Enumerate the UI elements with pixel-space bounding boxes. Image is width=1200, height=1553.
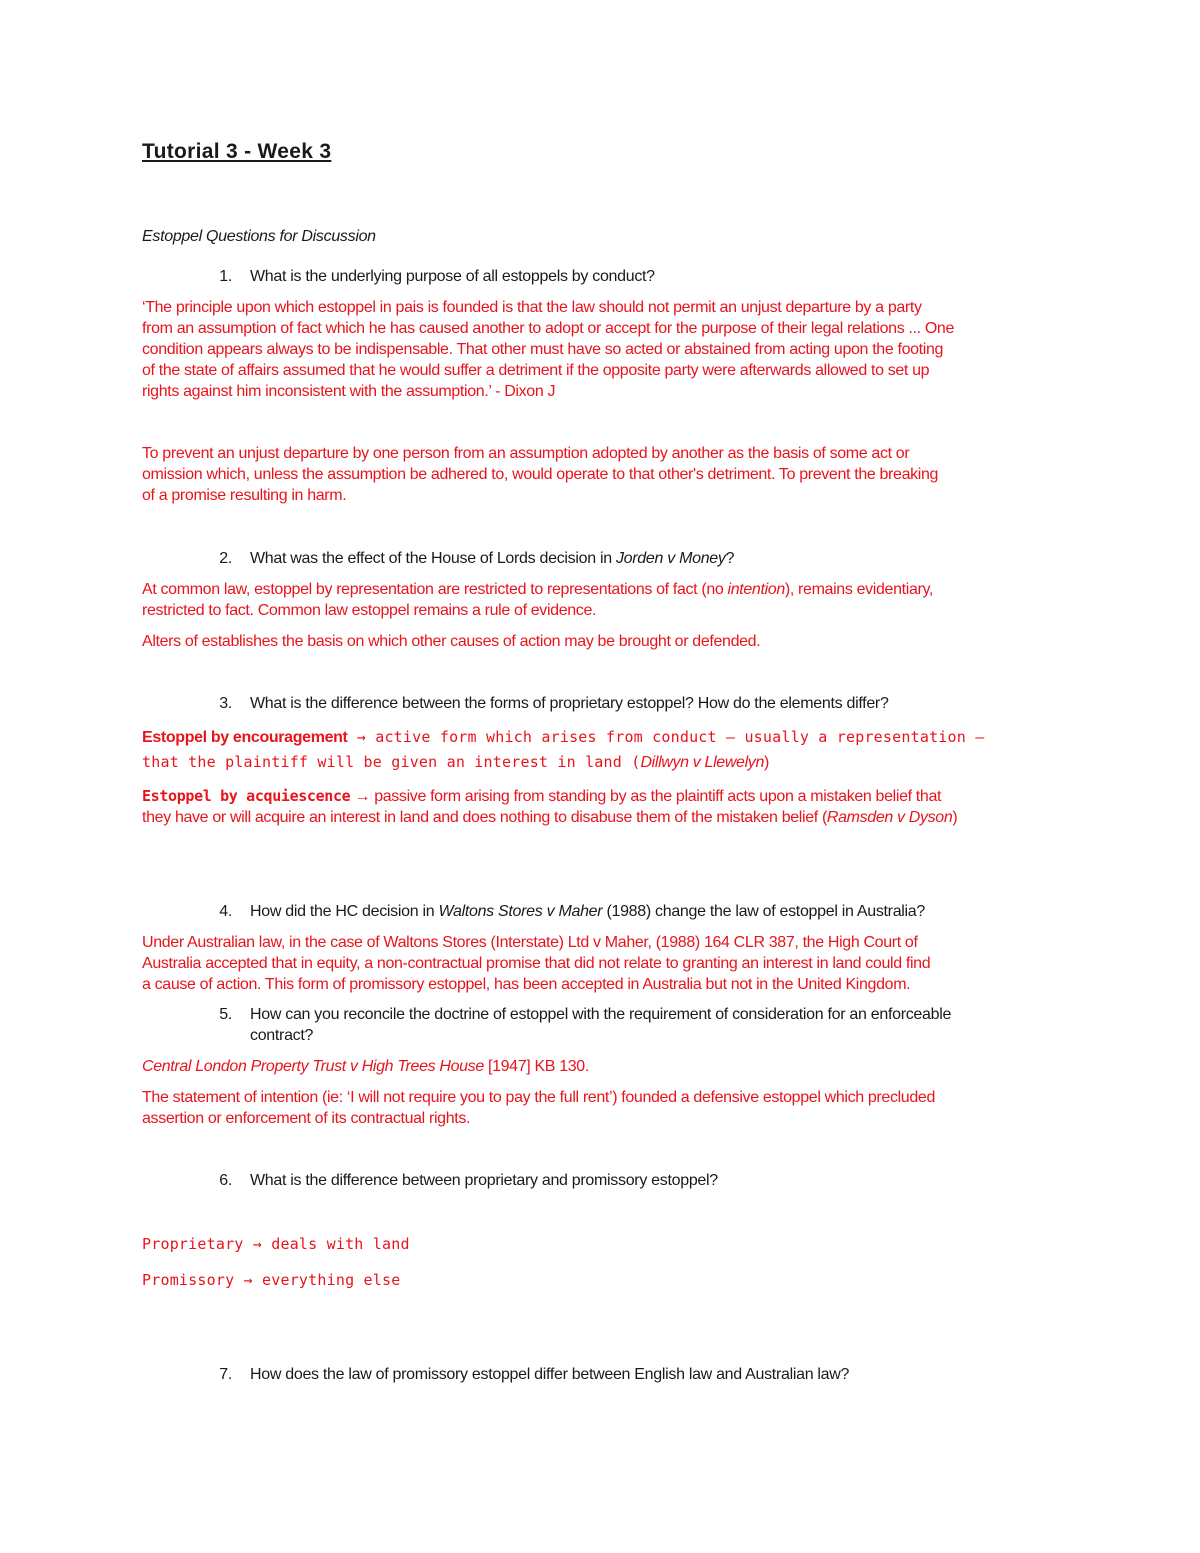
answer-3-acquiescence bbox=[142, 786, 1072, 828]
case-name: Central London Property Trust v High Trees House bbox=[142, 1058, 484, 1075]
question-text: What is the difference between proprietary and promissory estoppel? bbox=[250, 1172, 718, 1189]
answer-line: To prevent an unjust departure by one person from an assumption adopted by another as the basis of some act or bbox=[142, 445, 910, 462]
question-text: What is the underlying purpose of all estoppels by conduct? bbox=[250, 268, 655, 285]
question-number: 2. bbox=[219, 550, 232, 567]
answer-line: restricted to fact. Common law estoppel remains a rule of evidence. bbox=[142, 602, 597, 619]
answer-line: Estoppel by encouragement → active form which arises from conduct – usually a representation – bbox=[142, 728, 985, 746]
answer-line: condition appears always to be indispensable. That other must have so acted or abstained from acting upon the footing bbox=[142, 341, 944, 358]
question-number: 1. bbox=[219, 268, 232, 285]
case-name: Waltons Stores v Maher bbox=[438, 903, 603, 920]
question-text: How does the law of promissory estoppel differ between English law and Australian law? bbox=[250, 1366, 850, 1383]
answer-line: Under Australian law, in the case of Waltons Stores (Interstate) Ltd v Maher, (1988) 164 CLR 387, the High Court of bbox=[142, 934, 918, 951]
question-text: What is the difference between the forms of proprietary estoppel? How do the elements differ? bbox=[250, 695, 889, 712]
answer-line: The statement of intention (ie: ‘I will not require you to pay the full rent’) founded a defensive estoppel which precluded bbox=[142, 1089, 935, 1106]
question-number: 4. bbox=[219, 903, 232, 920]
answer-line: omission which, unless the assumption be adhered to, would operate to that other's detriment. To prevent the breaking bbox=[142, 466, 939, 483]
answer-1-quote bbox=[142, 297, 1072, 402]
answer-4 bbox=[142, 932, 1072, 995]
question-text: How can you reconcile the doctrine of estoppel with the requirement of consideration for an enforceable contract? bbox=[250, 1006, 952, 1044]
answer-1-summary bbox=[142, 443, 1072, 506]
case-name: Dillwyn v Llewelyn bbox=[640, 754, 764, 771]
question-text: How did the HC decision in Waltons Stores v Maher (1988) change the law of estoppel in Australia? bbox=[250, 903, 926, 920]
term: Estoppel by encouragement bbox=[142, 729, 348, 746]
answer-line: from an assumption of fact which he has caused another to adopt or accept for the purpose of their legal relations ... One bbox=[142, 320, 955, 337]
answer-line: assertion or enforcement of its contractual rights. bbox=[142, 1110, 471, 1127]
doc-title: Tutorial 3 - Week 3 bbox=[142, 140, 332, 163]
question-number: 5. bbox=[219, 1006, 232, 1023]
answer-line: a cause of action. This form of promissory estoppel, has been accepted in Australia but not in the United Kingdom. bbox=[142, 976, 911, 993]
term: Estoppel by acquiescence bbox=[142, 787, 351, 805]
answer-line: rights against him inconsistent with the assumption.’ - Dixon J bbox=[142, 383, 556, 400]
answer-line: At common law, estoppel by representation are restricted to representations of fact (no intention), remains evidentiary, bbox=[142, 581, 934, 598]
answer-line: Estoppel by acquiescence → passive form arising from standing by as the plaintiff acts upon a mistaken belief that bbox=[142, 787, 942, 805]
question-text: What was the effect of the House of Lords decision in Jorden v Money? bbox=[250, 550, 735, 567]
answer-line: of the state of affairs assumed that he would suffer a detriment if the opposite party were afterwards allowed to set up bbox=[142, 362, 930, 379]
answer-line: of a promise resulting in harm. bbox=[142, 487, 347, 504]
case-name: Jorden v Money bbox=[615, 550, 726, 567]
answer-2-main bbox=[142, 579, 1072, 621]
answer-3-encouragement bbox=[142, 725, 1072, 775]
doc-subtitle: Estoppel Questions for Discussion bbox=[142, 228, 376, 245]
answer-line: Australia accepted that in equity, a non-contractual promise that did not relate to granting an interest in land could find bbox=[142, 955, 931, 972]
answer-6-proprietary: Proprietary → deals with land bbox=[142, 1235, 410, 1253]
answer-5-case: Central London Property Trust v High Trees House [1947] KB 130. bbox=[142, 1058, 589, 1075]
answer-line: they have or will acquire an interest in land and does nothing to disabuse them of the mistaken belief (Ramsden v Dyson) bbox=[142, 809, 958, 826]
answer-5 bbox=[142, 1087, 1072, 1129]
case-name: Ramsden v Dyson bbox=[826, 809, 953, 826]
answer-6-promissory: Promissory → everything else bbox=[142, 1271, 401, 1289]
question-number: 3. bbox=[219, 695, 232, 712]
answer-2-secondary: Alters of establishes the basis on which other causes of action may be brought or defended. bbox=[142, 633, 761, 650]
answer-line: ‘The principle upon which estoppel in pais is founded is that the law should not permit an unjust departure by a party bbox=[142, 299, 922, 316]
answer-line: that the plaintiff will be given an interest in land (Dillwyn v Llewelyn) bbox=[142, 753, 769, 771]
question-number: 6. bbox=[219, 1172, 232, 1189]
question-number: 7. bbox=[219, 1366, 232, 1383]
